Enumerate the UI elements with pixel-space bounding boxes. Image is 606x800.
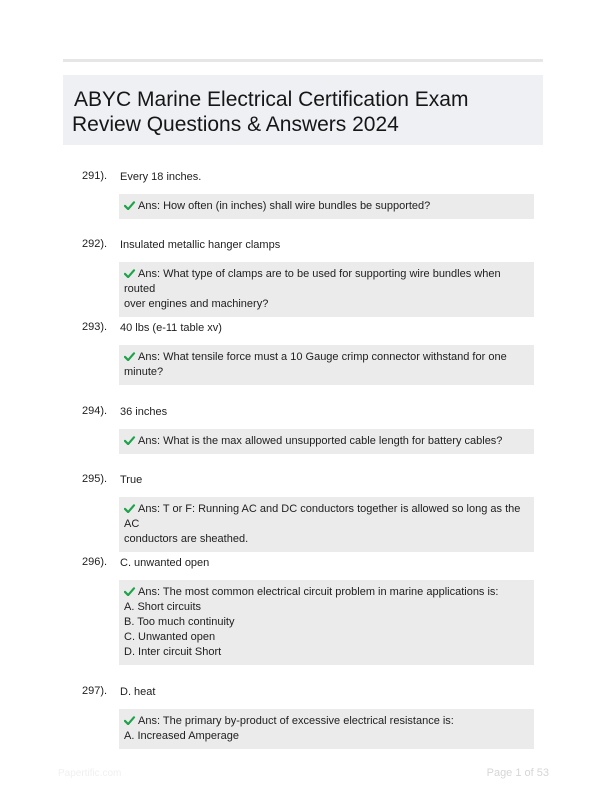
answer-line: Ans: What type of clamps are to be used for supporting wire bundles when routed [124,268,501,295]
answer-line: Ans: What tensile force must a 10 Gauge crimp connector withstand for one [124,350,528,365]
answer-line: Ans: The primary by-product of excessive electrical resistance is: [124,714,528,729]
answer-line: Ans: T or F: Running AC and DC conductors together is allowed so long as the AC [124,503,521,530]
question-text: Every 18 inches. [120,171,202,183]
answer-option: C. Unwanted open [124,631,216,643]
question-text: Insulated metallic hanger clamps [120,239,281,251]
answer-option: B. Too much continuity [124,616,235,628]
question-text: 36 inches [120,406,168,418]
question-number: 296). [82,556,108,568]
answer-line: Ans: How often (in inches) shall wire bundles be supported? [124,199,528,214]
question-number: 294). [82,405,108,417]
answer-box [119,345,534,385]
footer-site: Papertific.com [58,768,122,779]
check-icon [124,587,135,596]
answer-box [119,262,534,317]
title-banner [63,75,543,145]
answer-box [119,497,534,552]
check-icon [124,352,135,361]
check-icon [124,269,135,278]
question-number: 295). [82,473,108,485]
question-number: 297). [82,685,108,697]
check-icon [124,716,135,725]
answer-box [119,709,534,749]
answer-line: Ans: What is the max allowed unsupported cable length for battery cables? [124,434,528,449]
check-icon [124,201,135,210]
answer-line: Ans: The most common electrical circuit problem in marine applications is: [124,585,528,600]
answer-option: A. Increased Amperage [124,730,239,742]
question-number: 291). [82,170,108,182]
answer-line: minute? [124,366,164,378]
question-text: True [120,474,143,486]
question-text: D. heat [120,686,156,698]
answer-option: D. Inter circuit Short [124,646,222,658]
page-title-line-1: ABYC Marine Electrical Certification Exam [74,88,469,111]
page-title-line-2: Review Questions & Answers 2024 [72,113,399,136]
check-icon [124,436,135,445]
answer-line: conductors are sheathed. [124,533,249,545]
page-title [72,87,537,137]
answer-box [119,580,534,665]
question-text: 40 lbs (e-11 table xv) [120,322,222,334]
answer-line: over engines and machinery? [124,298,269,310]
answer-box [119,194,534,219]
answer-option: A. Short circuits [124,601,202,613]
question-text: C. unwanted open [120,557,210,569]
page-number: Page 1 of 53 [486,767,549,779]
check-icon [124,504,135,513]
question-number: 292). [82,238,108,250]
question-number: 293). [82,321,108,333]
answer-box [119,429,534,454]
top-divider [63,59,543,62]
